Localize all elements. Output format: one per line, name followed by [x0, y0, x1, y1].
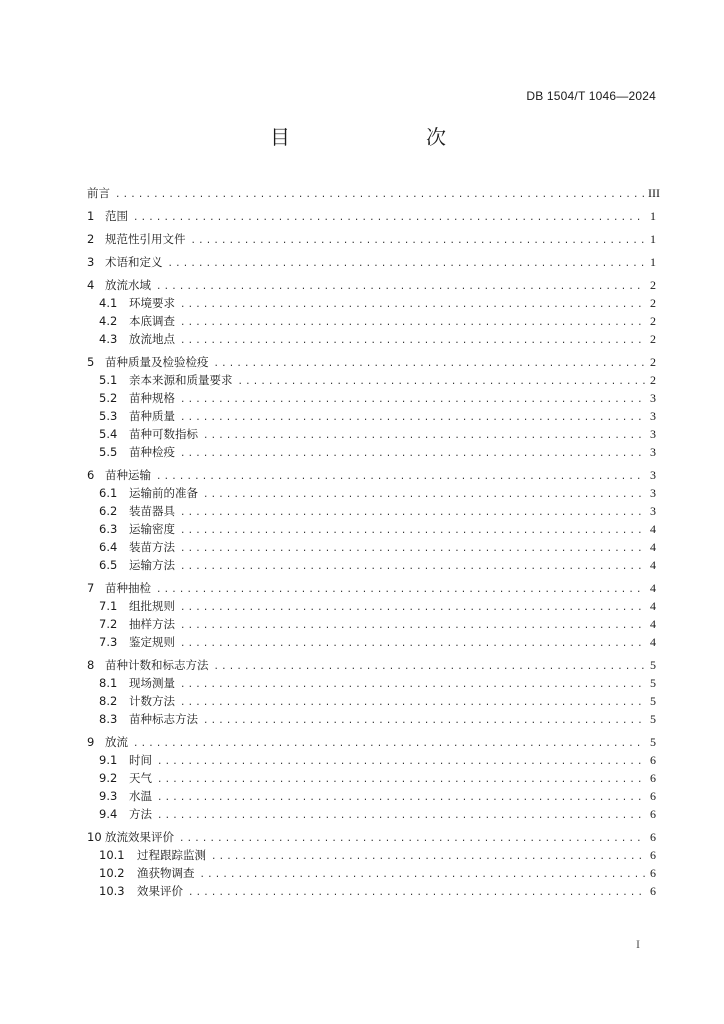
toc-entry[interactable]	[87, 828, 656, 846]
toc-entry-number: 8.3	[99, 712, 118, 726]
toc-dot-leader	[180, 694, 645, 712]
toc-dot-leader	[203, 427, 645, 445]
toc-entry-number: 5.2	[99, 391, 118, 405]
toc-dot-leader	[157, 753, 645, 771]
toc-dot-leader	[180, 409, 645, 427]
toc-entry-number: 10.3	[99, 884, 125, 898]
toc-entry-page: 4	[650, 617, 656, 631]
toc-entry-page: 3	[650, 486, 656, 500]
toc-entry-page: 3	[650, 391, 656, 405]
toc-entry[interactable]	[87, 769, 656, 787]
toc-dot-leader	[238, 373, 646, 391]
toc-entry[interactable]	[87, 207, 656, 225]
toc-entry[interactable]	[87, 710, 656, 728]
toc-entry[interactable]	[87, 502, 656, 520]
toc-entry-page: III	[648, 186, 660, 200]
toc-entry-page: 6	[650, 866, 656, 880]
toc-dot-leader	[156, 468, 645, 486]
toc-entry-page: 4	[650, 635, 656, 649]
toc-dot-leader	[203, 712, 645, 730]
toc-entry-label: 过程跟踪监测	[137, 848, 206, 862]
toc-entry-page: 1	[650, 232, 656, 246]
toc-dot-leader	[211, 848, 645, 866]
toc-entry-number: 4.3	[99, 332, 118, 346]
toc-dot-leader	[156, 581, 645, 599]
toc-dot-leader	[191, 232, 646, 250]
toc-entry-label: 运输密度	[129, 522, 175, 536]
toc-entry-number: 8	[87, 658, 95, 672]
toc-entry-number: 6.2	[99, 504, 118, 518]
toc-entry-label: 抽样方法	[129, 617, 175, 631]
toc-entry[interactable]	[87, 407, 656, 425]
toc-entry-number: 10.2	[99, 866, 125, 880]
toc-entry-label: 水温	[129, 789, 152, 803]
toc-entry-label: 环境要求	[129, 296, 175, 310]
toc-entry-label: 渔获物调查	[137, 866, 195, 880]
toc-entry[interactable]	[87, 692, 656, 710]
toc-entry[interactable]	[87, 538, 656, 556]
toc-entry-number: 10	[87, 830, 102, 844]
toc-entry[interactable]	[87, 633, 656, 651]
toc-entry-label: 时间	[129, 753, 152, 767]
toc-entry-page: 6	[650, 771, 656, 785]
toc-dot-leader	[156, 278, 645, 296]
toc-entry-label: 苗种检疫	[129, 445, 175, 459]
toc-entry-page: 4	[650, 522, 656, 536]
toc-dot-leader	[179, 830, 645, 848]
toc-entry-number: 3	[87, 255, 95, 269]
toc-dot-leader	[180, 504, 645, 522]
toc-entry-label: 苗种质量	[129, 409, 175, 423]
toc-entry-number: 2	[87, 232, 95, 246]
toc-entry-page: 6	[650, 807, 656, 821]
toc-dot-leader	[180, 296, 645, 314]
toc-entry-page: 3	[650, 409, 656, 423]
toc-entry[interactable]	[87, 389, 656, 407]
toc-entry-page: 3	[650, 504, 656, 518]
toc-entry-label: 鉴定规则	[129, 635, 175, 649]
toc-dot-leader	[168, 255, 646, 273]
toc-entry[interactable]	[87, 846, 656, 864]
toc-dot-leader	[188, 884, 645, 902]
toc-entry-page: 6	[650, 830, 656, 844]
toc-entry-number: 9.2	[99, 771, 118, 785]
toc-dot-leader	[180, 676, 645, 694]
toc-entry-number: 9	[87, 735, 95, 749]
toc-entry-label: 苗种规格	[129, 391, 175, 405]
toc-entry-page: 2	[650, 278, 656, 292]
toc-entry-page: 1	[650, 255, 656, 269]
toc-entry-page: 2	[650, 314, 656, 328]
toc-entry[interactable]	[87, 276, 656, 294]
toc-entry-label: 亲本来源和质量要求	[129, 373, 233, 387]
toc-entry-number: 6.5	[99, 558, 118, 572]
toc-entry-label: 本底调查	[129, 314, 175, 328]
document-code: DB 1504/T 1046—2024	[526, 89, 656, 103]
toc-entry-number: 6.3	[99, 522, 118, 536]
toc-entry-label: 苗种抽检	[105, 581, 151, 595]
toc-dot-leader	[180, 558, 645, 576]
toc-dot-leader	[180, 332, 645, 350]
toc-entry-page: 2	[650, 332, 656, 346]
toc-entry-page: 5	[650, 694, 656, 708]
toc-entry-label: 组批规则	[129, 599, 175, 613]
toc-entry-number: 6.1	[99, 486, 118, 500]
toc-entry[interactable]	[87, 656, 656, 674]
toc-entry[interactable]	[87, 520, 656, 538]
toc-entry-label: 苗种标志方法	[129, 712, 198, 726]
toc-entry-label: 运输方法	[129, 558, 175, 572]
toc-entry-number: 7.1	[99, 599, 118, 613]
toc-entry-page: 5	[650, 712, 656, 726]
toc-entry-label: 苗种可数指标	[129, 427, 198, 441]
toc-entry-label: 放流效果评价	[105, 830, 174, 844]
toc-entry-number: 8.1	[99, 676, 118, 690]
toc-dot-leader	[157, 771, 645, 789]
toc-dot-leader	[180, 445, 645, 463]
toc-entry-label: 方法	[129, 807, 152, 821]
toc-entry-label: 装苗器具	[129, 504, 175, 518]
toc-entry-number: 6.4	[99, 540, 118, 554]
toc-entry-page: 2	[650, 373, 656, 387]
toc-dot-leader	[180, 599, 645, 617]
toc-dot-leader	[157, 789, 645, 807]
toc-entry-page: 6	[650, 789, 656, 803]
toc-entry-label: 前言	[87, 186, 110, 200]
toc-entry-page: 5	[650, 676, 656, 690]
toc-entry[interactable]	[87, 312, 656, 330]
toc-entry[interactable]	[87, 751, 656, 769]
toc-dot-leader	[180, 522, 645, 540]
toc-entry-label: 范围	[105, 209, 128, 223]
toc-dot-leader	[214, 355, 646, 373]
toc-dot-leader	[180, 391, 645, 409]
toc-entry-page: 1	[650, 209, 656, 223]
toc-entry[interactable]	[87, 353, 656, 371]
toc-dot-leader	[203, 486, 645, 504]
toc-entry[interactable]	[87, 597, 656, 615]
toc-entry[interactable]	[87, 556, 656, 574]
toc-entry-page: 5	[650, 658, 656, 672]
toc-entry-number: 9.3	[99, 789, 118, 803]
toc-dot-leader	[180, 540, 645, 558]
toc-entry-number: 4.2	[99, 314, 118, 328]
toc-dot-leader	[180, 617, 645, 635]
toc-dot-leader	[214, 658, 646, 676]
toc-entry[interactable]	[87, 294, 656, 312]
toc-entry-label: 苗种质量及检验检疫	[105, 355, 209, 369]
toc-title: 目 次	[270, 125, 478, 149]
toc-entry-label: 苗种计数和标志方法	[105, 658, 209, 672]
toc-entry[interactable]	[87, 484, 656, 502]
toc-entry-number: 5.1	[99, 373, 118, 387]
toc-entry-number: 7	[87, 581, 95, 595]
toc-entry-page: 5	[650, 735, 656, 749]
toc-dot-leader	[180, 635, 645, 653]
toc-dot-leader	[133, 209, 645, 227]
toc-entry-page: 4	[650, 540, 656, 554]
toc-entry-number: 7.2	[99, 617, 118, 631]
toc-entry[interactable]	[87, 330, 656, 348]
toc-entry-number: 4.1	[99, 296, 118, 310]
toc-entry-number: 5.3	[99, 409, 118, 423]
toc-entry[interactable]	[87, 805, 656, 823]
toc-entry-page: 3	[650, 468, 656, 482]
toc-dot-leader	[133, 735, 645, 753]
toc-entry-label: 苗种运输	[105, 468, 151, 482]
page-number: I	[636, 937, 640, 951]
toc-entry-label: 规范性引用文件	[105, 232, 186, 246]
toc-entry[interactable]	[87, 674, 656, 692]
toc-entry-page: 6	[650, 848, 656, 862]
toc-entry-label: 放流地点	[129, 332, 175, 346]
toc-entry[interactable]	[87, 371, 656, 389]
toc-entry-number: 6	[87, 468, 95, 482]
toc-dot-leader	[180, 314, 645, 332]
toc-entry-label: 放流	[105, 735, 128, 749]
toc-entry-label: 现场测量	[129, 676, 175, 690]
toc-entry[interactable]	[87, 864, 656, 882]
toc-entry[interactable]	[87, 579, 656, 597]
toc-entry-page: 4	[650, 599, 656, 613]
toc-entry[interactable]	[87, 230, 656, 248]
toc-entry-number: 5	[87, 355, 95, 369]
toc-entry-page: 6	[650, 884, 656, 898]
toc-entry-page: 6	[650, 753, 656, 767]
toc-entry[interactable]	[87, 882, 656, 900]
toc-entry-number: 5.5	[99, 445, 118, 459]
toc-entry[interactable]	[87, 253, 656, 271]
toc-entry-label: 天气	[129, 771, 152, 785]
toc-entry[interactable]	[87, 425, 656, 443]
toc-entry-number: 5.4	[99, 427, 118, 441]
toc-entry[interactable]	[87, 733, 656, 751]
toc-entry-number: 10.1	[99, 848, 125, 862]
toc-entry[interactable]	[87, 466, 656, 484]
toc-entry-number: 9.1	[99, 753, 118, 767]
toc-entry[interactable]	[87, 615, 656, 633]
toc-entry-label: 放流水域	[105, 278, 151, 292]
toc-entry-number: 1	[87, 209, 95, 223]
toc-entry-number: 7.3	[99, 635, 118, 649]
toc-entry-label: 效果评价	[137, 884, 183, 898]
toc-dot-leader	[115, 186, 645, 204]
toc-entry-page: 3	[650, 445, 656, 459]
toc-entry-number: 8.2	[99, 694, 118, 708]
toc-entry-label: 装苗方法	[129, 540, 175, 554]
toc-entry-number: 9.4	[99, 807, 118, 821]
toc-dot-leader	[200, 866, 646, 884]
toc-entry[interactable]	[87, 787, 656, 805]
toc-entry-page: 4	[650, 558, 656, 572]
toc-entry[interactable]	[87, 184, 660, 202]
toc-entry-label: 运输前的准备	[129, 486, 198, 500]
toc-entry-page: 2	[650, 296, 656, 310]
toc-entry-number: 4	[87, 278, 95, 292]
toc-entry-page: 4	[650, 581, 656, 595]
toc-entry[interactable]	[87, 443, 656, 461]
toc-entry-page: 2	[650, 355, 656, 369]
toc-dot-leader	[157, 807, 645, 825]
toc-entry-label: 计数方法	[129, 694, 175, 708]
toc-entry-label: 术语和定义	[105, 255, 163, 269]
toc-entry-page: 3	[650, 427, 656, 441]
table-of-contents	[87, 184, 660, 900]
